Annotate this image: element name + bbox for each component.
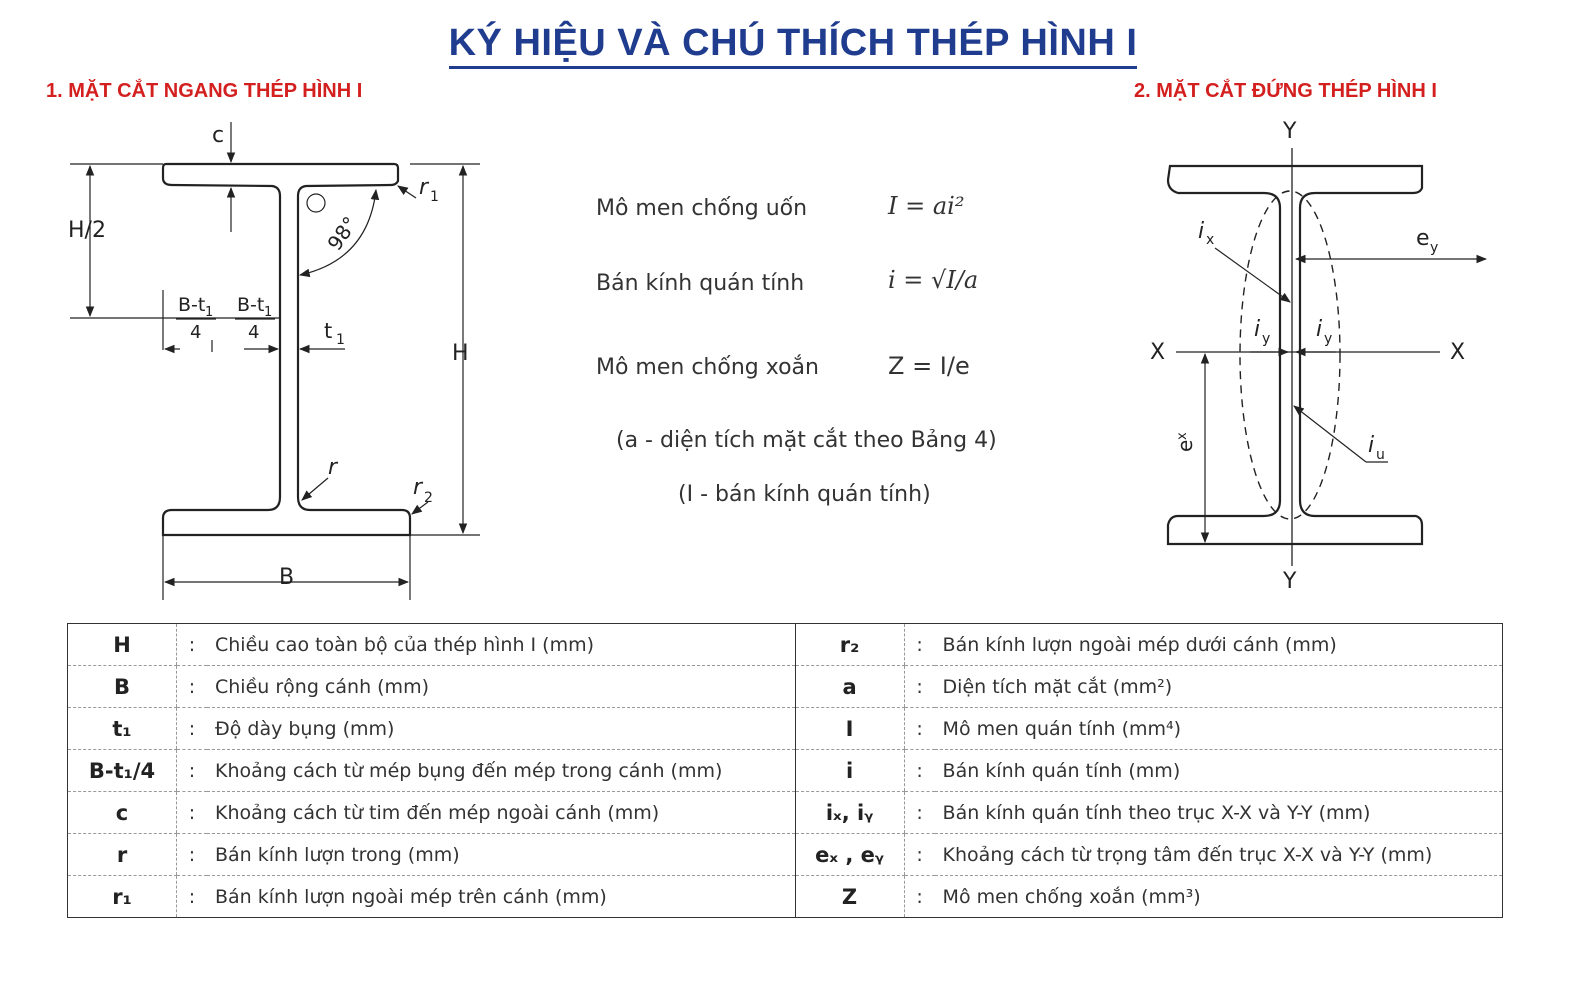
- title-text: KÝ HIỆU VÀ CHÚ THÍCH THÉP HÌNH I: [449, 22, 1138, 69]
- legend-colon: :: [177, 624, 208, 666]
- label-r2: r: [413, 475, 423, 500]
- legend-symbol: r: [68, 834, 177, 876]
- legend-colon: :: [904, 708, 935, 750]
- label-h: H: [452, 341, 469, 366]
- legend-description: Độ dày bụng (mm): [207, 708, 795, 750]
- legend-colon: :: [177, 876, 208, 918]
- label-iy-left-sub: y: [1262, 331, 1271, 347]
- formula-expr-2: i = √I/a: [888, 266, 979, 294]
- label-ix: i: [1198, 219, 1205, 244]
- legend-symbol: r₂: [795, 624, 904, 666]
- label-t1-sub: 1: [336, 332, 345, 348]
- legend-row: [68, 834, 1503, 876]
- legend-description: Bán kính lượn ngoài mép dưới cánh (mm): [935, 624, 1503, 666]
- legend-symbol: r₁: [112, 884, 132, 909]
- label-bt-right-den: 4: [248, 322, 260, 343]
- i-beam-outline: [163, 164, 410, 535]
- legend-colon: :: [904, 876, 935, 918]
- label-bt-left-sub: 1: [205, 305, 214, 320]
- formula-expr-1: I = ai²: [888, 192, 965, 220]
- legend-row: [68, 624, 1503, 666]
- label-ix-sub: x: [1206, 232, 1215, 248]
- label-bt-left-num: B-t: [178, 294, 206, 316]
- section-1-heading: 1. MẶT CẮT NGANG THÉP HÌNH I: [46, 80, 363, 102]
- label-r2-sub: 2: [424, 490, 433, 506]
- legend-colon: :: [177, 666, 208, 708]
- label-b: B: [279, 565, 295, 590]
- formula-label-3: Mô men chống xoắn: [596, 355, 819, 380]
- legend-colon: :: [904, 750, 935, 792]
- legend-colon: :: [904, 834, 935, 876]
- legend-description: Chiều rộng cánh (mm): [207, 666, 795, 708]
- label-ey: e: [1416, 226, 1430, 251]
- label-c: c: [212, 123, 225, 148]
- legend-description: Mô men quán tính (mm⁴): [935, 708, 1503, 750]
- label-iu-sub: u: [1376, 447, 1385, 463]
- label-h-half: H/2: [68, 218, 106, 243]
- legend-symbol: t₁: [68, 708, 177, 750]
- legend-row: [68, 876, 1503, 918]
- label-iy-left: i: [1254, 317, 1261, 342]
- legend-row: [68, 750, 1503, 792]
- label-bt-right-sub: 1: [264, 305, 273, 320]
- label-bt-left-den: 4: [190, 322, 202, 343]
- label-ex: e: [1173, 439, 1197, 452]
- legend-description: Khoảng cách từ trọng tâm đến trục X-X và Y-Y (mm): [935, 834, 1503, 876]
- legend-symbol: I: [795, 708, 904, 750]
- formula-label-2: Bán kính quán tính: [596, 271, 805, 296]
- label-angle: 98°: [322, 212, 363, 255]
- legend-colon: :: [177, 750, 208, 792]
- label-bt-right-num: B-t: [237, 294, 265, 316]
- legend-colon: :: [904, 792, 935, 834]
- legend-colon: :: [177, 708, 208, 750]
- axis-y-bottom: Y: [1283, 569, 1297, 594]
- legend-symbol: a: [795, 666, 904, 708]
- label-iu: i: [1368, 433, 1375, 458]
- legend-row: [68, 666, 1503, 708]
- legend-description: Mô men chống xoắn (mm³): [942, 885, 1201, 908]
- label-r: r: [328, 455, 338, 480]
- legend-row: [68, 708, 1503, 750]
- legend-symbol: c: [68, 792, 177, 834]
- legend-description: Bán kính lượn ngoài mép trên cánh (mm): [215, 885, 607, 908]
- legend-colon: :: [904, 666, 935, 708]
- legend-symbol: B-t₁/4: [68, 750, 177, 792]
- formula-label-1: Mô men chống uốn: [596, 196, 808, 221]
- label-r1: r: [419, 175, 429, 200]
- legend-description: Bán kính quán tính theo trục X-X và Y-Y (mm): [935, 792, 1503, 834]
- label-t1: t: [324, 319, 333, 343]
- label-iy-right-sub: y: [1324, 331, 1333, 347]
- legend-description: Khoảng cách từ tim đến mép ngoài cánh (mm): [207, 792, 795, 834]
- axis-y-top: Y: [1283, 119, 1297, 144]
- legend-table: [67, 623, 1503, 918]
- legend-row: [68, 792, 1503, 834]
- legend-description: Khoảng cách từ mép bụng đến mép trong cánh (mm): [207, 750, 795, 792]
- legend-colon: :: [177, 792, 208, 834]
- label-ey-sub: y: [1430, 240, 1439, 256]
- axis-x-right: X: [1450, 340, 1466, 365]
- label-ex-sub: x: [1175, 432, 1190, 440]
- note-radius: (I - bán kính quán tính): [678, 482, 931, 507]
- legend-colon: :: [904, 624, 935, 666]
- note-area: (a - diện tích mặt cắt theo Bảng 4): [616, 428, 997, 453]
- legend-symbol: H: [68, 624, 177, 666]
- legend-symbol: Z: [795, 876, 904, 918]
- legend-description: Bán kính lượn trong (mm): [207, 834, 795, 876]
- section-2-heading: 2. MẶT CẮT ĐỨNG THÉP HÌNH I: [1134, 80, 1437, 102]
- legend-description: Diện tích mặt cắt (mm²): [935, 666, 1503, 708]
- formula-expr-3: Z = I/e: [888, 352, 970, 380]
- legend-symbol: i: [795, 750, 904, 792]
- label-iy-right: i: [1316, 317, 1323, 342]
- label-r1-sub: 1: [430, 189, 439, 205]
- legend-symbol: B: [68, 666, 177, 708]
- legend-description: Chiều cao toàn bộ của thép hình I (mm): [207, 624, 795, 666]
- legend-colon: :: [177, 834, 208, 876]
- axis-x-left: X: [1150, 340, 1166, 365]
- legend-symbol: eₓ , eᵧ: [795, 834, 904, 876]
- legend-symbol: iₓ, iᵧ: [795, 792, 904, 834]
- legend-description: Bán kính quán tính (mm): [935, 750, 1503, 792]
- i-beam-axis-outline: [1168, 166, 1422, 544]
